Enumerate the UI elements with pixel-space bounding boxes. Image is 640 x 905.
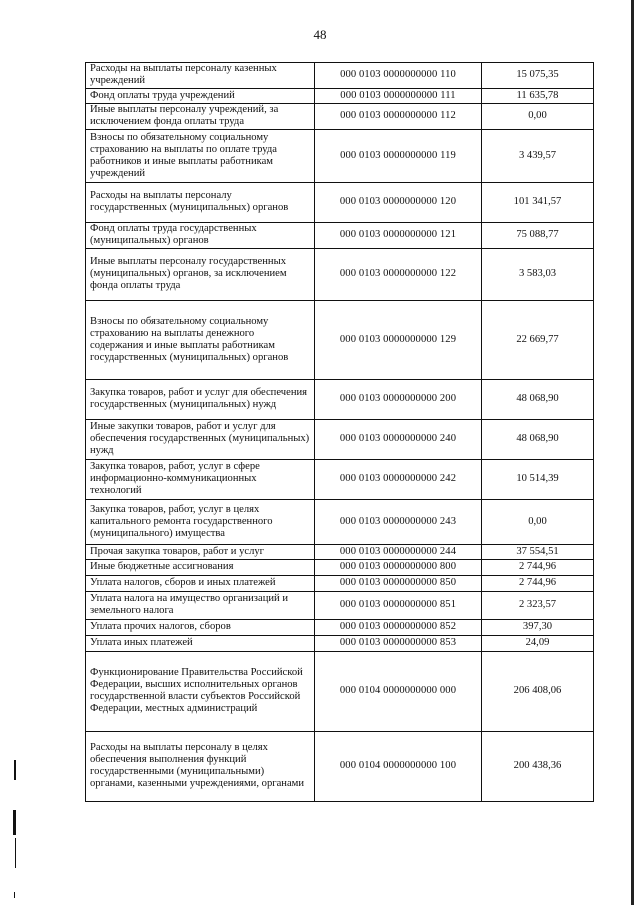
row-name: Взносы по обязательному социальному страхованию на выплаты денежного содержания и иные выплаты работникам государственных (муниципальных) органов [86,301,315,380]
row-code: 000 0103 0000000000 850 [315,576,482,592]
row-name: Уплата налога на имущество организаций и земельного налога [86,592,315,620]
budget-table-body [86,63,594,802]
table-row [86,380,594,420]
row-name: Закупка товаров, работ, услуг в целях капитального ремонта государственного (муниципального) имущества [86,500,315,545]
row-code: 000 0103 0000000000 242 [315,460,482,500]
table-row [86,560,594,576]
margin-mark [13,810,16,835]
row-code: 000 0103 0000000000 800 [315,560,482,576]
row-code: 000 0103 0000000000 129 [315,301,482,380]
row-amount: 0,00 [482,104,594,130]
row-code: 000 0103 0000000000 244 [315,545,482,560]
margin-mark [14,892,15,898]
row-amount: 0,00 [482,500,594,545]
row-amount: 75 088,77 [482,223,594,249]
row-code: 000 0103 0000000000 200 [315,380,482,420]
table-row [86,460,594,500]
row-name: Закупка товаров, работ и услуг для обеспечения государственных (муниципальных) нужд [86,380,315,420]
row-amount: 11 635,78 [482,89,594,104]
table-row [86,89,594,104]
row-amount: 37 554,51 [482,545,594,560]
table-row [86,500,594,545]
page-number: 48 [313,27,327,42]
row-amount: 3 439,57 [482,130,594,183]
table-row [86,223,594,249]
row-amount: 200 438,36 [482,732,594,802]
budget-table [85,62,594,802]
row-name: Прочая закупка товаров, работ и услуг [86,545,315,560]
row-code: 000 0103 0000000000 851 [315,592,482,620]
row-code: 000 0104 0000000000 000 [315,652,482,732]
row-code: 000 0103 0000000000 111 [315,89,482,104]
row-name: Иные бюджетные ассигнования [86,560,315,576]
table-row [86,545,594,560]
row-code: 000 0103 0000000000 853 [315,636,482,652]
table-row [86,636,594,652]
table-row [86,652,594,732]
scan-edge-shadow [631,0,634,905]
table-row [86,620,594,636]
table-row [86,420,594,460]
row-code: 000 0103 0000000000 852 [315,620,482,636]
margin-mark [14,760,16,780]
row-name: Взносы по обязательному социальному страхованию на выплаты по оплате труда работников и иные выплаты работникам учреждений [86,130,315,183]
row-code: 000 0103 0000000000 240 [315,420,482,460]
row-name: Фонд оплаты труда государственных (муниципальных) органов [86,223,315,249]
table-row [86,183,594,223]
margin-mark [15,838,16,868]
row-amount: 24,09 [482,636,594,652]
table-row [86,592,594,620]
row-code: 000 0103 0000000000 122 [315,249,482,301]
table-row [86,130,594,183]
row-name: Расходы на выплаты персоналу государственных (муниципальных) органов [86,183,315,223]
row-amount: 2 744,96 [482,576,594,592]
row-amount: 3 583,03 [482,249,594,301]
row-amount: 2 744,96 [482,560,594,576]
row-code: 000 0103 0000000000 112 [315,104,482,130]
row-name: Уплата прочих налогов, сборов [86,620,315,636]
row-name: Расходы на выплаты персоналу в целях обеспечения выполнения функций государственными (муниципальными) органами, казенными учреждениями, органами [86,732,315,802]
row-name: Функционирование Правительства Российской Федерации, высших исполнительных органов государственной власти субъектов Российской Федерации, местных администраций [86,652,315,732]
row-amount: 22 669,77 [482,301,594,380]
row-amount: 48 068,90 [482,380,594,420]
row-code: 000 0103 0000000000 121 [315,223,482,249]
row-name: Уплата налогов, сборов и иных платежей [86,576,315,592]
row-amount: 48 068,90 [482,420,594,460]
row-amount: 15 075,35 [482,63,594,89]
table-row [86,63,594,89]
row-code: 000 0104 0000000000 100 [315,732,482,802]
row-name: Закупка товаров, работ, услуг в сфере информационно-коммуникационных технологий [86,460,315,500]
row-code: 000 0103 0000000000 120 [315,183,482,223]
row-amount: 206 408,06 [482,652,594,732]
table-row [86,249,594,301]
row-code: 000 0103 0000000000 110 [315,63,482,89]
row-amount: 101 341,57 [482,183,594,223]
row-name: Расходы на выплаты персоналу казенных учреждений [86,63,315,89]
row-amount: 10 514,39 [482,460,594,500]
table-row [86,104,594,130]
row-amount: 2 323,57 [482,592,594,620]
row-name: Иные выплаты персоналу учреждений, за исключением фонда оплаты труда [86,104,315,130]
row-amount: 397,30 [482,620,594,636]
row-name: Иные выплаты персоналу государственных (муниципальных) органов, за исключением фонда оплаты труда [86,249,315,301]
row-code: 000 0103 0000000000 119 [315,130,482,183]
row-name: Уплата иных платежей [86,636,315,652]
table-row [86,301,594,380]
row-name: Фонд оплаты труда учреждений [86,89,315,104]
table-row [86,576,594,592]
row-name: Иные закупки товаров, работ и услуг для обеспечения государственных (муниципальных) нужд [86,420,315,460]
row-code: 000 0103 0000000000 243 [315,500,482,545]
table-row [86,732,594,802]
